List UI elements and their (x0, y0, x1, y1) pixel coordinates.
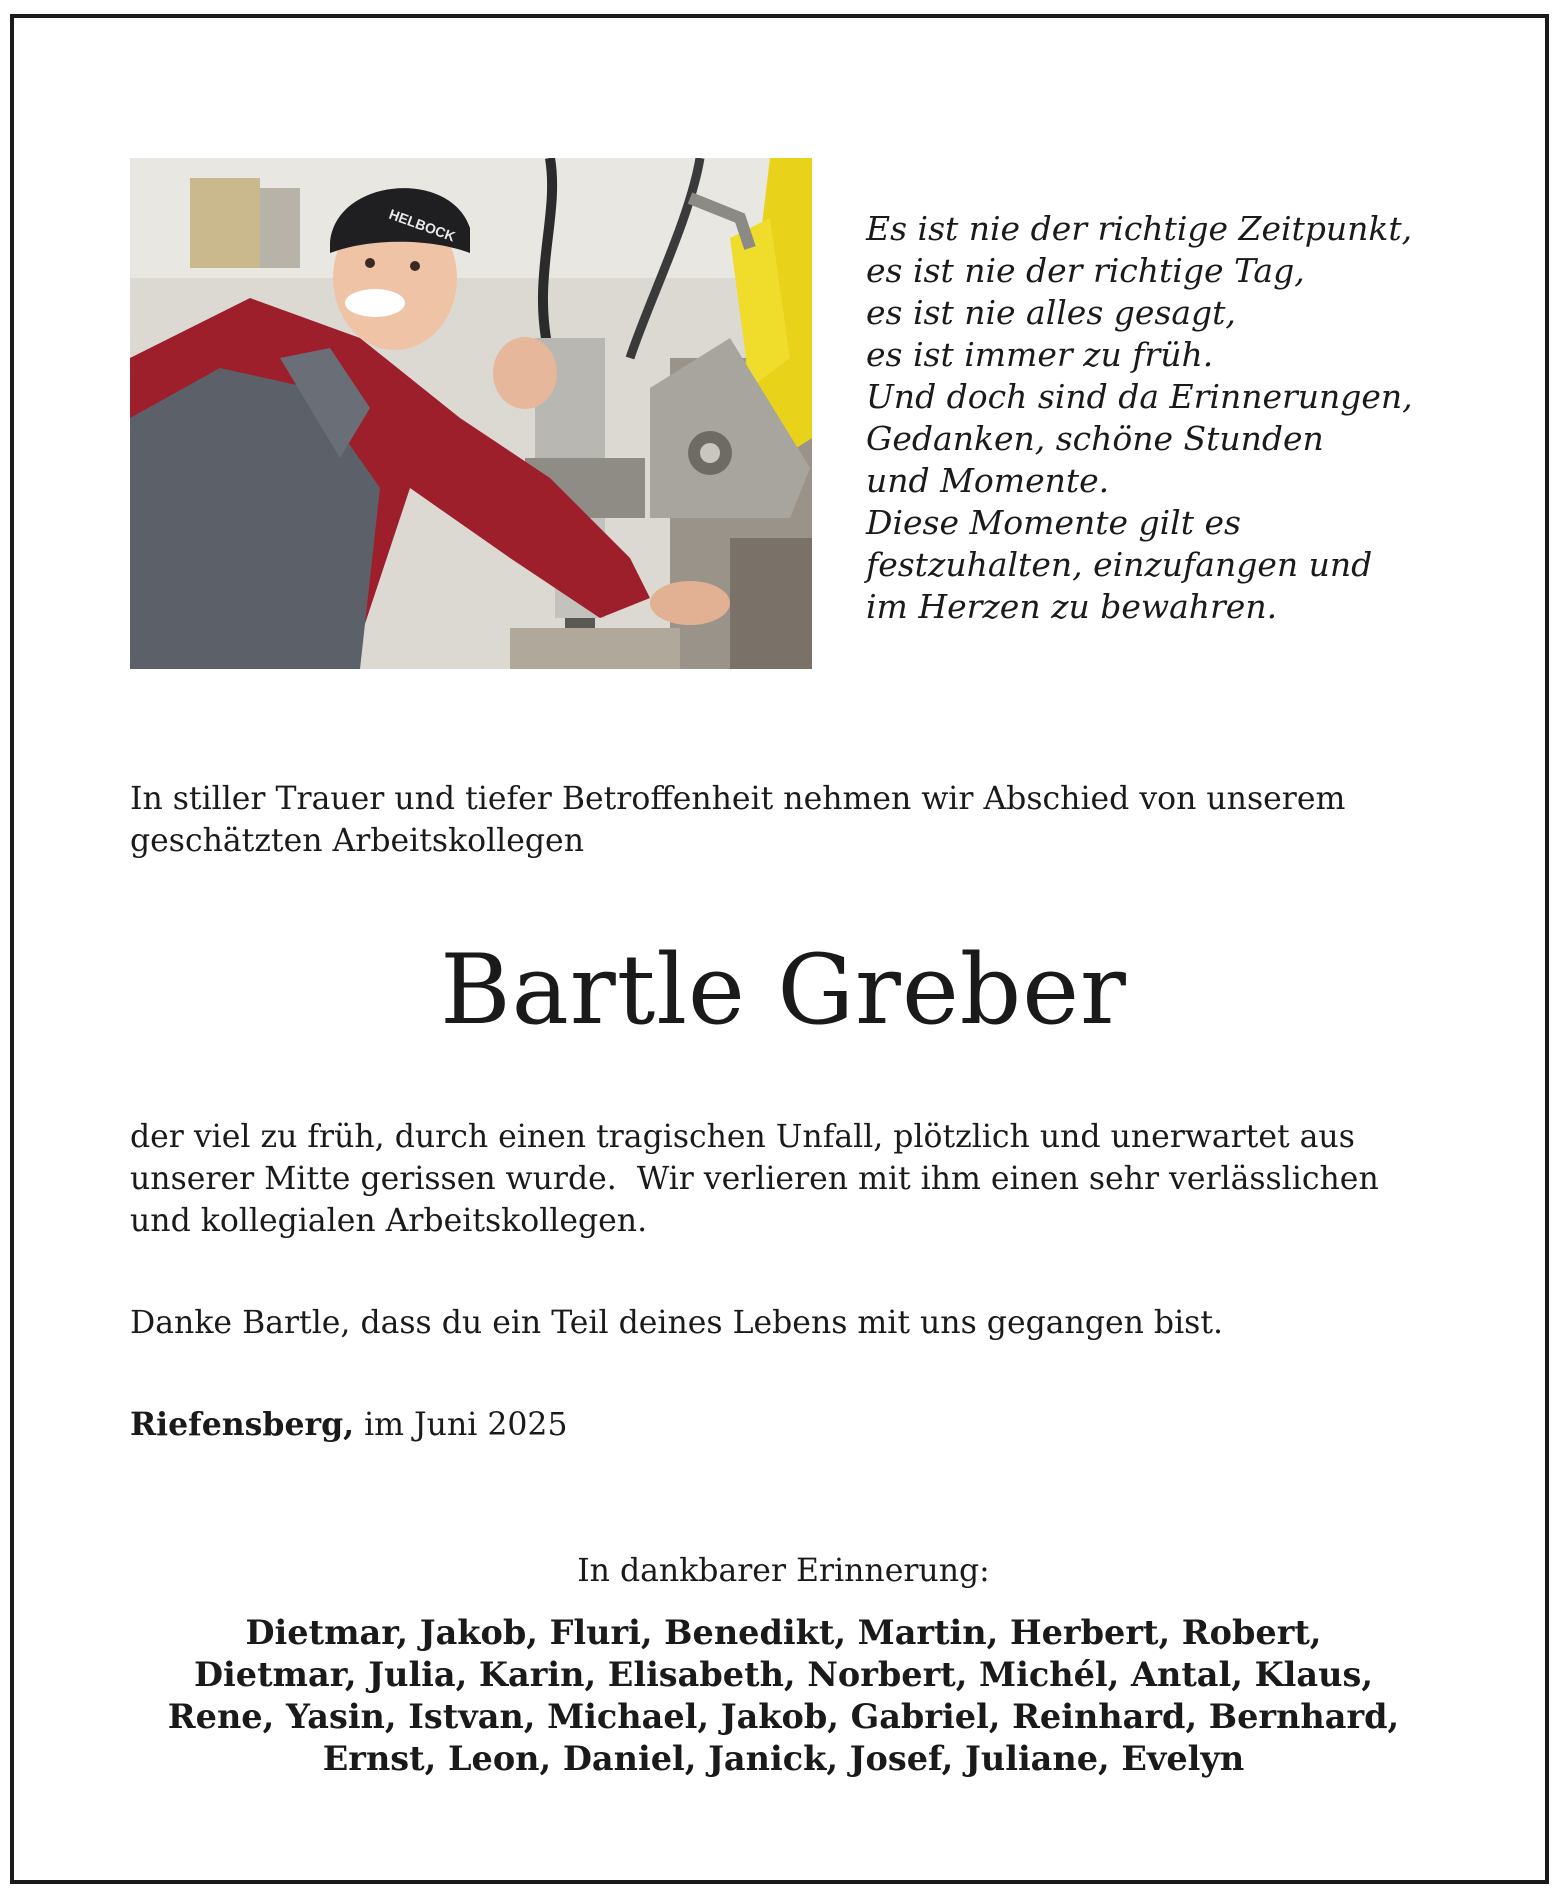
poem-line: Diese Momente gilt es (866, 503, 1241, 542)
body-text (130, 1116, 1460, 1242)
place-location: Riefensberg, (130, 1406, 355, 1443)
intro-text (130, 778, 1460, 862)
intro-line: In stiller Trauer und tiefer Betroffenheit nehmen wir Abschied von unserem (130, 781, 1346, 817)
cap-logo-text: HELBOCK (386, 205, 458, 245)
names-line: Dietmar, Julia, Karin, Elisabeth, Norbert, Michél, Antal, Klaus, (193, 1655, 1373, 1694)
poem (866, 208, 1466, 628)
poem-line: im Herzen zu bewahren. (866, 587, 1278, 626)
deceased-name: Bartle Greber (440, 934, 1127, 1046)
names-line: Rene, Yasin, Istvan, Michael, Jakob, Gabriel, Reinhard, Bernhard, (167, 1697, 1400, 1736)
body-line: und kollegialen Arbeitskollegen. (130, 1203, 648, 1239)
names-line: Ernst, Leon, Daniel, Janick, Josef, Juliane, Evelyn (322, 1739, 1245, 1778)
poem-line: Gedanken, schöne Stunden (866, 419, 1324, 458)
poem-line: Es ist nie der richtige Zeitpunkt, (866, 209, 1413, 248)
intro-line: geschätzten Arbeitskollegen (130, 823, 584, 859)
poem-line: und Momente. (866, 461, 1110, 500)
memory-heading: In dankbarer Erinnerung: (577, 1553, 990, 1589)
body-line: der viel zu früh, durch einen tragischen Unfall, plötzlich und unerwartet aus (130, 1119, 1355, 1155)
poem-line: es ist nie alles gesagt, (866, 293, 1236, 332)
poem-line: Und doch sind da Erinnerungen, (866, 377, 1413, 416)
mourner-names (0, 1612, 1567, 1780)
poem-line: es ist nie der richtige Tag, (866, 251, 1305, 290)
poem-line: es ist immer zu früh. (866, 335, 1214, 374)
memorial-photo (130, 158, 812, 669)
thanks-text: Danke Bartle, dass du ein Teil deines Lebens mit uns gegangen bist. (130, 1305, 1223, 1341)
place-date (130, 1404, 568, 1446)
names-line: Dietmar, Jakob, Fluri, Benedikt, Martin, Herbert, Robert, (245, 1613, 1322, 1652)
body-line: unserer Mitte gerissen wurde. Wir verlieren mit ihm einen sehr verlässlichen (130, 1161, 1379, 1197)
place-date-text: im Juni 2025 (354, 1407, 568, 1443)
poem-line: festzuhalten, einzufangen und (866, 545, 1373, 584)
